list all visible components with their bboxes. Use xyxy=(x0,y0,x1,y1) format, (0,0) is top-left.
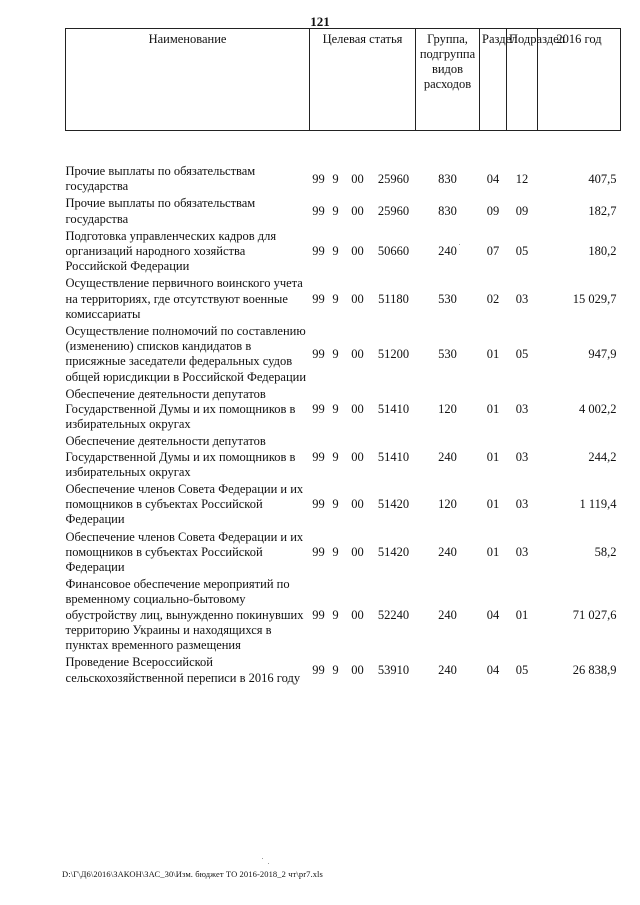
row-name: Обеспечение членов Совета Федерации и их помощников в субъектах Российской Федерации xyxy=(65,529,304,575)
table-row xyxy=(66,481,621,529)
row-code-part3: 00 xyxy=(351,662,364,677)
row-code-part1: 99 xyxy=(312,497,325,512)
scan-speck xyxy=(459,244,460,245)
row-name: Обеспечение деятельности депутатов Государственной Думы и их помощников в избирательных округах xyxy=(65,434,296,479)
table-row xyxy=(66,433,621,481)
row-subsection: 09 xyxy=(515,204,529,218)
row-code-part1: 99 xyxy=(312,171,325,186)
row-code-part4: 51180 xyxy=(378,291,409,306)
row-code-part2: 9 xyxy=(332,291,339,306)
row-section: 01 xyxy=(486,346,500,361)
row-code-part1: 99 xyxy=(312,544,325,559)
scan-speck xyxy=(262,858,263,859)
row-subsection: 05 xyxy=(515,346,529,361)
budget-table xyxy=(65,28,621,687)
row-amount: 407,5 xyxy=(588,171,617,186)
header-section: Раздел xyxy=(480,29,507,131)
row-section: 07 xyxy=(486,244,500,259)
header-name: Наименование xyxy=(66,29,310,131)
row-code-part1: 99 xyxy=(312,204,325,218)
row-amount: 244,2 xyxy=(588,449,617,464)
spacer-row xyxy=(66,131,621,164)
row-name: Прочие выплаты по обязательствам государства xyxy=(65,196,256,226)
row-code-part3: 00 xyxy=(351,544,364,559)
row-subsection: 03 xyxy=(515,497,529,512)
row-code-part4: 25960 xyxy=(377,171,410,186)
header-row xyxy=(66,29,621,131)
row-name: Проведение Всероссийской сельскохозяйственной переписи в 2016 году xyxy=(65,655,301,685)
row-code-part3: 00 xyxy=(351,244,364,259)
row-subsection: 01 xyxy=(515,607,529,622)
table-row xyxy=(66,228,621,276)
row-name: Финансовое обеспечение мероприятий по временному социально-бытовому обустройству лиц, вынужденно покинувших территорию Украины и находящихся в пунктах временного размещения xyxy=(65,577,304,653)
row-group: 530 xyxy=(438,346,457,361)
row-amount: 1 119,4 xyxy=(579,497,617,512)
row-group: 530 xyxy=(438,291,457,306)
row-code-part2: 9 xyxy=(332,244,339,259)
row-amount: 58,2 xyxy=(594,544,617,559)
row-code-part4: 25960 xyxy=(377,204,410,218)
row-section: 01 xyxy=(486,449,500,464)
row-subsection: 12 xyxy=(515,171,529,186)
row-group: 120 xyxy=(438,402,457,417)
row-code-part1: 99 xyxy=(312,291,325,306)
header-target-article: Целевая статья xyxy=(310,29,416,131)
row-subsection: 05 xyxy=(515,662,529,677)
row-group: 830 xyxy=(438,204,457,218)
row-section: 02 xyxy=(486,291,500,306)
row-code-part3: 00 xyxy=(351,607,364,622)
row-amount: 26 838,9 xyxy=(572,662,617,677)
row-code-part4: 51410 xyxy=(377,402,410,417)
row-name: Подготовка управленческих кадров для организаций народного хозяйства Российской Федерации xyxy=(65,228,277,274)
table-body xyxy=(66,131,621,687)
row-code-part4: 51420 xyxy=(377,497,410,512)
row-group: 240 xyxy=(438,244,457,259)
row-code-part3: 00 xyxy=(351,346,364,361)
row-group: 830 xyxy=(438,171,457,186)
row-subsection: 05 xyxy=(515,244,529,259)
row-group: 240 xyxy=(438,449,457,464)
row-code-part1: 99 xyxy=(312,607,325,622)
footer-file-path: D:\Г\Д6\2016\ЗАКОН\ЗАС_30\Изм. бюджет ТО 2016-2018_2 чт\pr7.xls xyxy=(62,869,323,879)
table-row xyxy=(66,529,621,577)
row-code-part2: 9 xyxy=(332,204,339,218)
row-code-part4: 51200 xyxy=(377,346,410,361)
row-section: 01 xyxy=(486,544,500,559)
row-subsection: 03 xyxy=(515,402,529,417)
header-year: 2016 год xyxy=(538,29,621,131)
row-group: 120 xyxy=(438,497,457,512)
row-name: Осуществление первичного воинского учета на территориях, где отсутствуют военные комиссариаты xyxy=(65,276,303,321)
row-code-part3: 00 xyxy=(351,171,364,186)
table-row xyxy=(66,163,621,195)
row-section: 04 xyxy=(486,607,500,622)
row-name: Обеспечение деятельности депутатов Государственной Думы и их помощников в избирательных округах xyxy=(65,386,296,432)
row-section: 04 xyxy=(486,171,500,186)
row-code-part2: 9 xyxy=(332,171,339,186)
row-code-part2: 9 xyxy=(332,449,339,464)
row-code-part1: 99 xyxy=(312,662,325,677)
page-number: 121 xyxy=(310,14,330,29)
row-code-part3: 00 xyxy=(351,402,364,417)
row-amount: 947,9 xyxy=(588,346,617,361)
table-row xyxy=(66,323,621,386)
row-section: 01 xyxy=(486,402,500,417)
row-name: Обеспечение членов Совета Федерации и их помощников в субъектах Российской Федерации xyxy=(65,482,304,527)
row-code-part2: 9 xyxy=(332,662,339,677)
row-code-part2: 9 xyxy=(332,497,339,512)
row-code-part4: 51410 xyxy=(377,449,410,464)
row-code-part3: 00 xyxy=(351,497,364,512)
row-code-part4: 51420 xyxy=(377,544,410,559)
row-code-part1: 99 xyxy=(312,449,325,464)
row-code-part2: 9 xyxy=(332,402,339,417)
scan-speck xyxy=(268,863,269,864)
table-row xyxy=(66,195,621,227)
row-code-part2: 9 xyxy=(332,346,339,361)
row-name: Осуществление полномочий по составлению (изменению) списков кандидатов в присяжные заседатели федеральных судов общей юрисдикции в Российской Федерации xyxy=(65,324,307,384)
row-section: 01 xyxy=(486,497,500,512)
row-amount: 180,2 xyxy=(588,244,617,259)
row-code-part3: 00 xyxy=(351,291,364,306)
row-section: 04 xyxy=(486,662,500,677)
row-amount: 4 002,2 xyxy=(579,402,617,417)
row-code-part2: 9 xyxy=(332,544,339,559)
table-row xyxy=(66,386,621,434)
table-row xyxy=(66,275,621,323)
row-subsection: 03 xyxy=(515,291,529,306)
table-row xyxy=(66,576,621,654)
row-code-part4: 50660 xyxy=(377,244,410,259)
row-amount: 71 027,6 xyxy=(572,607,617,622)
row-section: 09 xyxy=(486,204,500,218)
row-group: 240 xyxy=(438,544,457,559)
row-subsection: 03 xyxy=(515,449,529,464)
row-group: 240 xyxy=(438,607,457,622)
row-amount: 182,7 xyxy=(588,204,617,218)
row-subsection: 03 xyxy=(515,544,529,559)
row-code-part4: 52240 xyxy=(377,607,410,622)
row-code-part3: 00 xyxy=(351,204,364,218)
row-code-part1: 99 xyxy=(312,244,325,259)
row-group: 240 xyxy=(438,662,457,677)
row-code-part4: 53910 xyxy=(377,662,410,677)
row-amount: 15 029,7 xyxy=(572,291,617,306)
header-group: Группа, подгруппа видов расходов xyxy=(416,29,480,131)
row-code-part1: 99 xyxy=(312,346,325,361)
row-name: Прочие выплаты по обязательствам государства xyxy=(65,164,256,194)
header-subsection: Подраздел xyxy=(507,29,538,131)
row-code-part1: 99 xyxy=(312,402,325,417)
row-code-part3: 00 xyxy=(351,449,364,464)
table-row xyxy=(66,654,621,686)
row-code-part2: 9 xyxy=(332,607,339,622)
